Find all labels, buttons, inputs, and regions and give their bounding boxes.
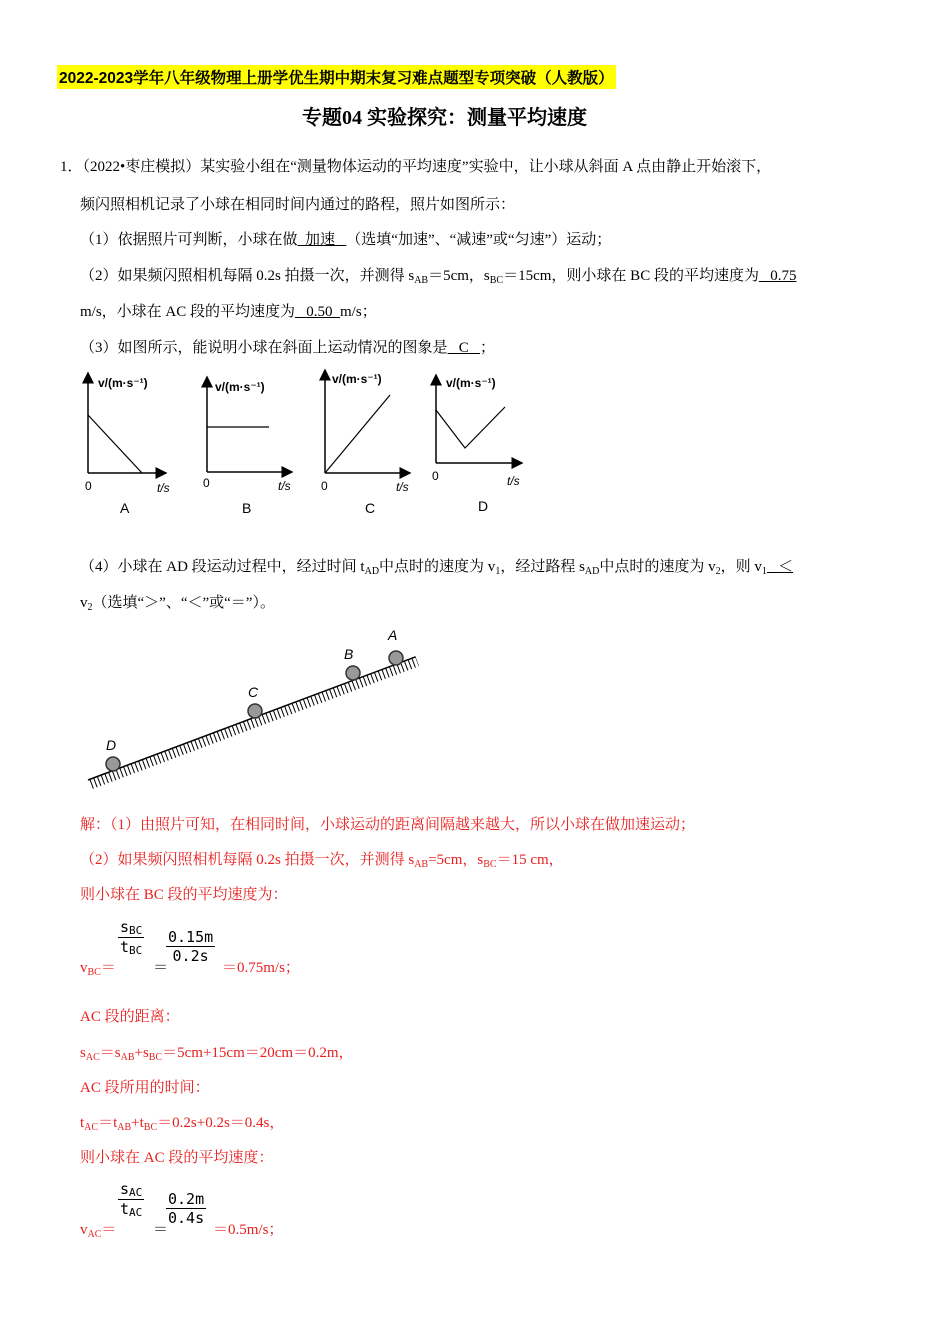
formula-vac-lhs: $v_{AC}=$ (80, 1222, 117, 1240)
part1-line: （1）依据照片可判断，小球在做 加速 （选填“加速”、“减速”或“匀速”）运动； (80, 232, 612, 248)
formula-vac-fraction2: $\frac{0.2m}{0.4s}$ (168, 1190, 205, 1227)
graph-b-origin: 0 (203, 476, 210, 490)
solution-line5: $s_{AC}=s_{AB}+s_{BC}=5cm+15cm=20cm=0.2m$， (80, 1045, 354, 1063)
solution-line4: AC 段的距离： (80, 1009, 180, 1025)
label-b: B (344, 646, 354, 662)
solution-line1: 解：（1）由照片可知，在相同时间，小球运动的距离间隔越来越大，所以小球在做加速运动； (80, 817, 696, 833)
question-intro-line2: 频闪照相机记录了小球在相同时间内通过的路程，照片如图所示： (80, 197, 516, 213)
page-title: 专题04 实验探究：测量平均速度 (302, 107, 587, 129)
question-intro-line1 (60, 155, 771, 176)
ball-c (248, 704, 262, 718)
graph-d-xlabel: t/s (507, 474, 520, 488)
formula-vbc-result: ＝0.75m/s； (222, 960, 300, 976)
question-number: 1． (60, 159, 83, 175)
graph-a-line (88, 415, 142, 473)
part2-answer-bc: 0.75 (770, 268, 797, 284)
label-d: D (106, 737, 117, 753)
graph-d-label: D (478, 498, 489, 514)
graph-a (85, 373, 170, 516)
formula-vbc-fraction1: $s_{BC}$ $t_{BC}$ (120, 918, 143, 957)
formula-vac-fraction1: $s_{AC}$ $t_{AC}$ (120, 1180, 143, 1219)
label-a: A (388, 627, 398, 643)
question-intro-text: （2022•枣庄模拟）某实验小组在“测量物体运动的平均速度”实验中，让小球从斜面 A 点由静止开始滚下， (82, 159, 772, 175)
graph-a-label: A (120, 500, 130, 516)
ball-b (346, 666, 360, 680)
part4-line1: （4）小球在 AD 段运动过程中，经过时间 $t_{AD}$中点时的速度为 $v_1$，经过路程 $s_{AD}$中点时的速度为 $v_2$，则 $v_1$ ＜ (80, 559, 794, 577)
graph-c (321, 370, 410, 516)
solution-line8: 则小球在 AC 段的平均速度： (80, 1150, 274, 1166)
incline-figure (80, 625, 430, 795)
graph-b-xlabel: t/s (278, 479, 291, 493)
formula-vbc-lhs: $v_{BC}=$ (80, 960, 116, 978)
formula-vbc-fraction2: $\frac{0.15m}{0.2s}$ (168, 928, 214, 965)
graph-d-line (436, 407, 505, 448)
graph-d-ylabel: v/(m·s⁻¹) (446, 376, 496, 390)
header-highlight: 2022-2023学年八年级物理上册学优生期中期末复习难点题型专项突破（人教版） (57, 65, 616, 89)
part1-answer: 加速 (305, 232, 336, 248)
graph-c-origin: 0 (321, 479, 328, 493)
part2-answer-ac: 0.50 (306, 304, 333, 320)
ball-d (106, 757, 120, 771)
part2-line1: （2）如果频闪照相机每隔 0.2s 拍摄一次，并测得 $s_{AB}=5cm$，$s_{BC}=15cm$，则小球在 BC 段的平均速度为 0.75 (80, 268, 797, 286)
graph-c-ylabel: v/(m·s⁻¹) (332, 372, 382, 386)
part4-answer: ＜ (778, 559, 794, 575)
graph-c-xlabel: t/s (396, 480, 409, 494)
solution-line7: $t_{AC}=t_{AB}+t_{BC}=0.2s+0.2s=0.4s$， (80, 1115, 285, 1133)
part4-line2: $v_2$（选填“＞”、“＜”或“＝”）。 (80, 595, 275, 613)
part3-line: （3）如图所示，能说明小球在斜面上运动情况的图象是 C ； (80, 340, 496, 356)
graph-b-ylabel: v/(m·s⁻¹) (215, 380, 265, 394)
label-c: C (248, 684, 259, 700)
vt-graphs (70, 365, 540, 525)
graph-c-line (325, 395, 390, 473)
graph-b (203, 377, 292, 516)
part3-answer: C (458, 340, 469, 356)
formula-vbc-eq2: ＝ (153, 960, 169, 976)
incline-surface (88, 657, 419, 790)
formula-vac-eq2: ＝ (153, 1222, 169, 1238)
graph-a-xlabel: t/s (157, 481, 170, 495)
graph-b-label: B (242, 500, 252, 516)
graph-c-label: C (365, 500, 376, 516)
graph-d-origin: 0 (432, 469, 439, 483)
formula-vac-result: ＝0.5m/s； (213, 1222, 284, 1238)
solution-line6: AC 段所用的时间： (80, 1080, 210, 1096)
graph-a-origin: 0 (85, 479, 92, 493)
part2-line2: m/s，小球在 AC 段的平均速度为 0.50 m/s； (80, 304, 377, 320)
solution-line3: 则小球在 BC 段的平均速度为： (80, 887, 288, 903)
ball-a (389, 651, 403, 665)
graph-d (432, 375, 522, 514)
solution-line2: （2）如果频闪照相机每隔 0.2s 拍摄一次，并测得 $s_{AB}=5cm$，$s_{BC}=15$ cm， (80, 852, 564, 870)
graph-a-ylabel: v/(m·s⁻¹) (98, 376, 148, 390)
